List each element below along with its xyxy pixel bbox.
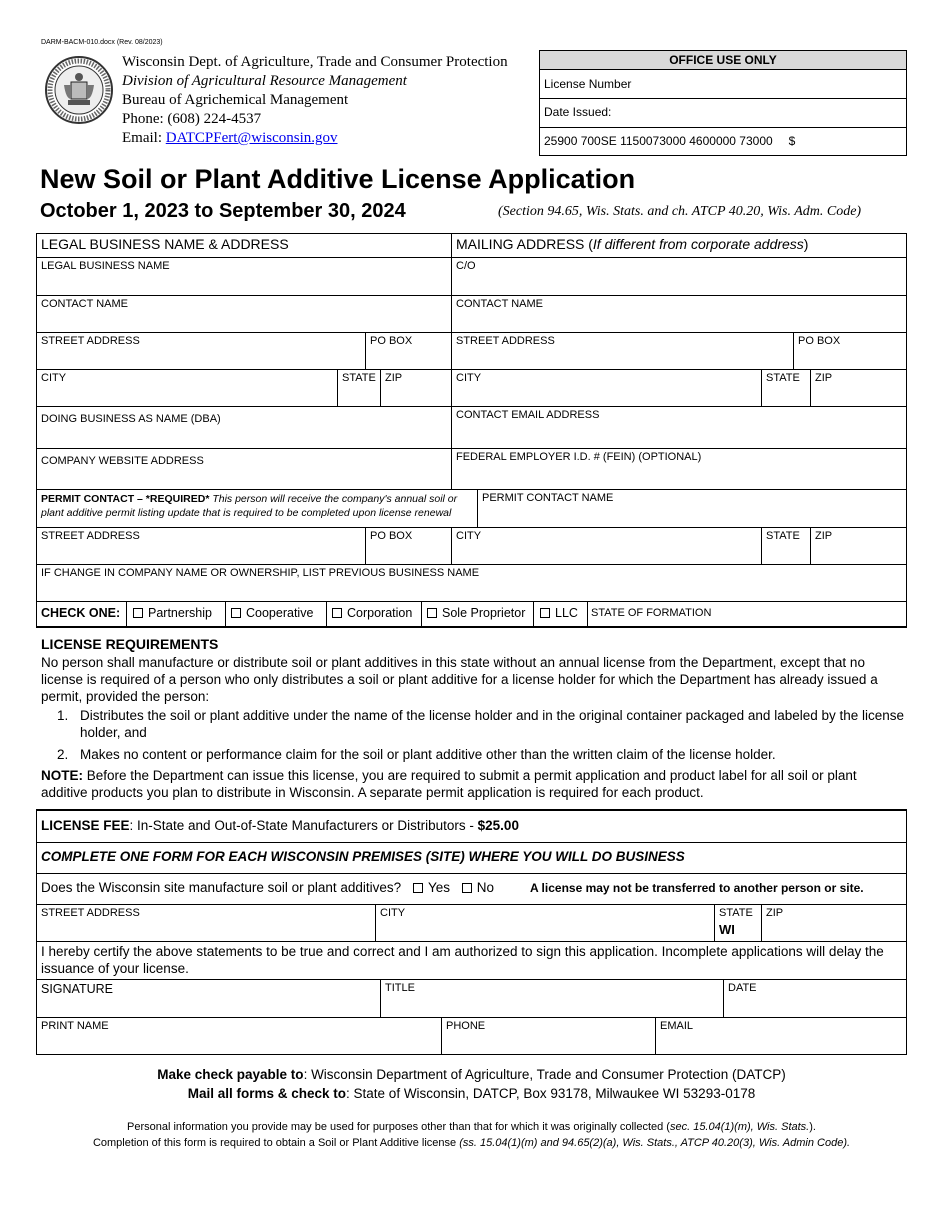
email-field[interactable]: EMAIL [660, 1020, 694, 1032]
license-number-label: License Number [544, 77, 632, 91]
cooperative-option[interactable]: Cooperative [231, 606, 313, 620]
yes-checkbox[interactable] [413, 883, 423, 893]
requirement-item-1: 1. Distributes the soil or plant additive under the name of the license holder and in the original container packaged and labeled by the license holder, and [57, 708, 905, 740]
no-checkbox[interactable] [462, 883, 472, 893]
permit-contact-description: PERMIT CONTACT – *REQUIRED* This person will receive the company's annual soil or plant additive permit listing update that is required to be completed upon license renewal [41, 493, 458, 519]
contact-email-field[interactable]: CONTACT EMAIL ADDRESS [456, 409, 600, 421]
permit-state-field[interactable]: STATE [766, 530, 800, 542]
yes-option[interactable]: Yes [413, 880, 450, 895]
dba-field[interactable]: DOING BUSINESS AS NAME (DBA) [41, 413, 221, 425]
license-fee-line: LICENSE FEE: In-State and Out-of-State Manufacturers or Distributors - $25.00 [41, 818, 519, 833]
email-label: Email: [122, 130, 166, 146]
mailing-po-box-field[interactable]: PO BOX [798, 335, 841, 347]
mailing-state-field[interactable]: STATE [766, 372, 800, 384]
print-name-field[interactable]: PRINT NAME [41, 1020, 109, 1032]
site-street-address-field[interactable]: STREET ADDRESS [41, 907, 140, 919]
permit-po-box-field[interactable]: PO BOX [370, 530, 413, 542]
email-link[interactable]: DATCPFert@wisconsin.gov [165, 130, 338, 146]
check-one-label: CHECK ONE: [41, 606, 121, 620]
requirement-item-2: 2. Makes no content or performance claim for the soil or plant additive other than the written claim of the license holder. [57, 747, 776, 762]
fein-field[interactable]: FEDERAL EMPLOYER I.D. # (FEIN) (OPTIONAL) [456, 451, 702, 463]
contact-name-field[interactable]: CONTACT NAME [41, 298, 128, 310]
legal-business-name-field[interactable]: LEGAL BUSINESS NAME [41, 260, 170, 272]
sole-proprietor-checkbox[interactable] [427, 608, 437, 618]
permit-city-field[interactable]: CITY [456, 530, 482, 542]
sole-proprietor-option[interactable]: Sole Proprietor [427, 606, 525, 620]
office-use-title: OFFICE USE ONLY [669, 53, 777, 67]
signature-field[interactable]: SIGNATURE [41, 982, 113, 996]
llc-checkbox[interactable] [540, 608, 550, 618]
date-issued-label: Date Issued: [544, 105, 612, 119]
agency-name: Wisconsin Dept. of Agriculture, Trade and Consumer Protection [122, 54, 508, 70]
site-state-field[interactable]: STATE WI [715, 905, 761, 941]
transfer-note: A license may not be transferred to another person or site. [530, 881, 864, 895]
site-zip-field[interactable]: ZIP [766, 907, 784, 919]
bureau-name: Bureau of Agrichemical Management [122, 92, 349, 108]
cooperative-checkbox[interactable] [231, 608, 241, 618]
care-of-field[interactable]: C/O [456, 260, 476, 272]
manufacture-question: Does the Wisconsin site manufacture soil or plant additives? Yes No [41, 880, 495, 895]
partnership-checkbox[interactable] [133, 608, 143, 618]
corporation-option[interactable]: Corporation [332, 606, 412, 620]
certification-statement: I hereby certify the above statements to be true and correct and I am authorized to sign this application. Incomplete applications will delay the issuance of your license. [41, 944, 884, 976]
state-of-formation-field[interactable]: STATE OF FORMATION [591, 607, 712, 619]
mailing-address-header: MAILING ADDRESS (If different from corporate address) [456, 236, 809, 252]
phone-field[interactable]: PHONE [446, 1020, 486, 1032]
website-field[interactable]: COMPANY WEBSITE ADDRESS [41, 455, 204, 467]
po-box-field[interactable]: PO BOX [370, 335, 413, 347]
page-title: New Soil or Plant Additive License Application [40, 164, 636, 194]
no-option[interactable]: No [462, 880, 494, 895]
llc-option[interactable]: LLC [540, 606, 578, 620]
previous-business-name-field[interactable]: IF CHANGE IN COMPANY NAME OR OWNERSHIP, LIST PREVIOUS BUSINESS NAME [41, 567, 480, 579]
requirements-intro: No person shall manufacture or distribute soil or plant additives in this state without an annual license from the Department, except that no license is required of a person who only distributes a soil or plant additive for a license holder for which the Department has already issued a permit, provided the person: [41, 655, 878, 704]
corporation-checkbox[interactable] [332, 608, 342, 618]
site-city-field[interactable]: CITY [380, 907, 406, 919]
payment-instructions: Make check payable to: Wisconsin Department of Agriculture, Trade and Consumer Protection (DATCP) Mail all forms & check to: State of Wisconsin, DATCP, Box 93178, Milwaukee WI 53293-0178 [157, 1067, 786, 1101]
requirements-heading: LICENSE REQUIREMENTS [41, 636, 219, 652]
city-field[interactable]: CITY [41, 372, 67, 384]
division-name: Division of Agricultural Resource Management [122, 73, 407, 89]
site-state-value: WI [719, 922, 735, 937]
requirements-note: NOTE: Before the Department can issue this license, you are required to submit a permit application and product label for all soil or plant additive products you plan to distribute in Wisconsin. A separate permit application is required for each product. [41, 768, 857, 800]
mailing-city-field[interactable]: CITY [456, 372, 482, 384]
mailing-zip-field[interactable]: ZIP [815, 372, 833, 384]
zip-field[interactable]: ZIP [385, 372, 403, 384]
title-field[interactable]: TITLE [385, 982, 415, 994]
permit-street-address-field[interactable]: STREET ADDRESS [41, 530, 140, 542]
phone-number: Phone: (608) 224-4537 [122, 111, 262, 127]
privacy-notice: Personal information you provide may be used for purposes other than that for which it was originally collected (sec. 15.04(1)(m), Wis. Stats.). Completion of this form is required to obtain a Soil or Plant Additive license (ss. 15.04(1)(m) and 94.65(2)(a), Wis. Stats., ATCP 40.20(3), Wis. Admin Code). [92, 1121, 851, 1149]
state-field[interactable]: STATE [342, 372, 376, 384]
legal-business-header: LEGAL BUSINESS NAME & ADDRESS [41, 236, 289, 252]
state-seal-logo [44, 55, 114, 125]
office-dollar: $ [788, 134, 796, 148]
license-period: October 1, 2023 to September 30, 2024 [40, 200, 406, 222]
permit-contact-name-field[interactable]: PERMIT CONTACT NAME [482, 492, 614, 504]
mailing-contact-name-field[interactable]: CONTACT NAME [456, 298, 543, 310]
permit-zip-field[interactable]: ZIP [815, 530, 833, 542]
form-id: DARM-BACM-010.docx (Rev. 08/2023) [41, 39, 163, 46]
partnership-option[interactable]: Partnership [133, 606, 212, 620]
date-field[interactable]: DATE [728, 982, 757, 994]
statute-citation: (Section 94.65, Wis. Stats. and ch. ATCP 40.20, Wis. Adm. Code) [498, 204, 862, 219]
mailing-street-address-field[interactable]: STREET ADDRESS [456, 335, 555, 347]
office-codes: 25900 700SE 1150073000 4600000 73000 [544, 134, 773, 148]
street-address-field[interactable]: STREET ADDRESS [41, 335, 140, 347]
one-form-per-site-instruction: COMPLETE ONE FORM FOR EACH WISCONSIN PREMISES (SITE) WHERE YOU WILL DO BUSINESS [41, 849, 685, 864]
